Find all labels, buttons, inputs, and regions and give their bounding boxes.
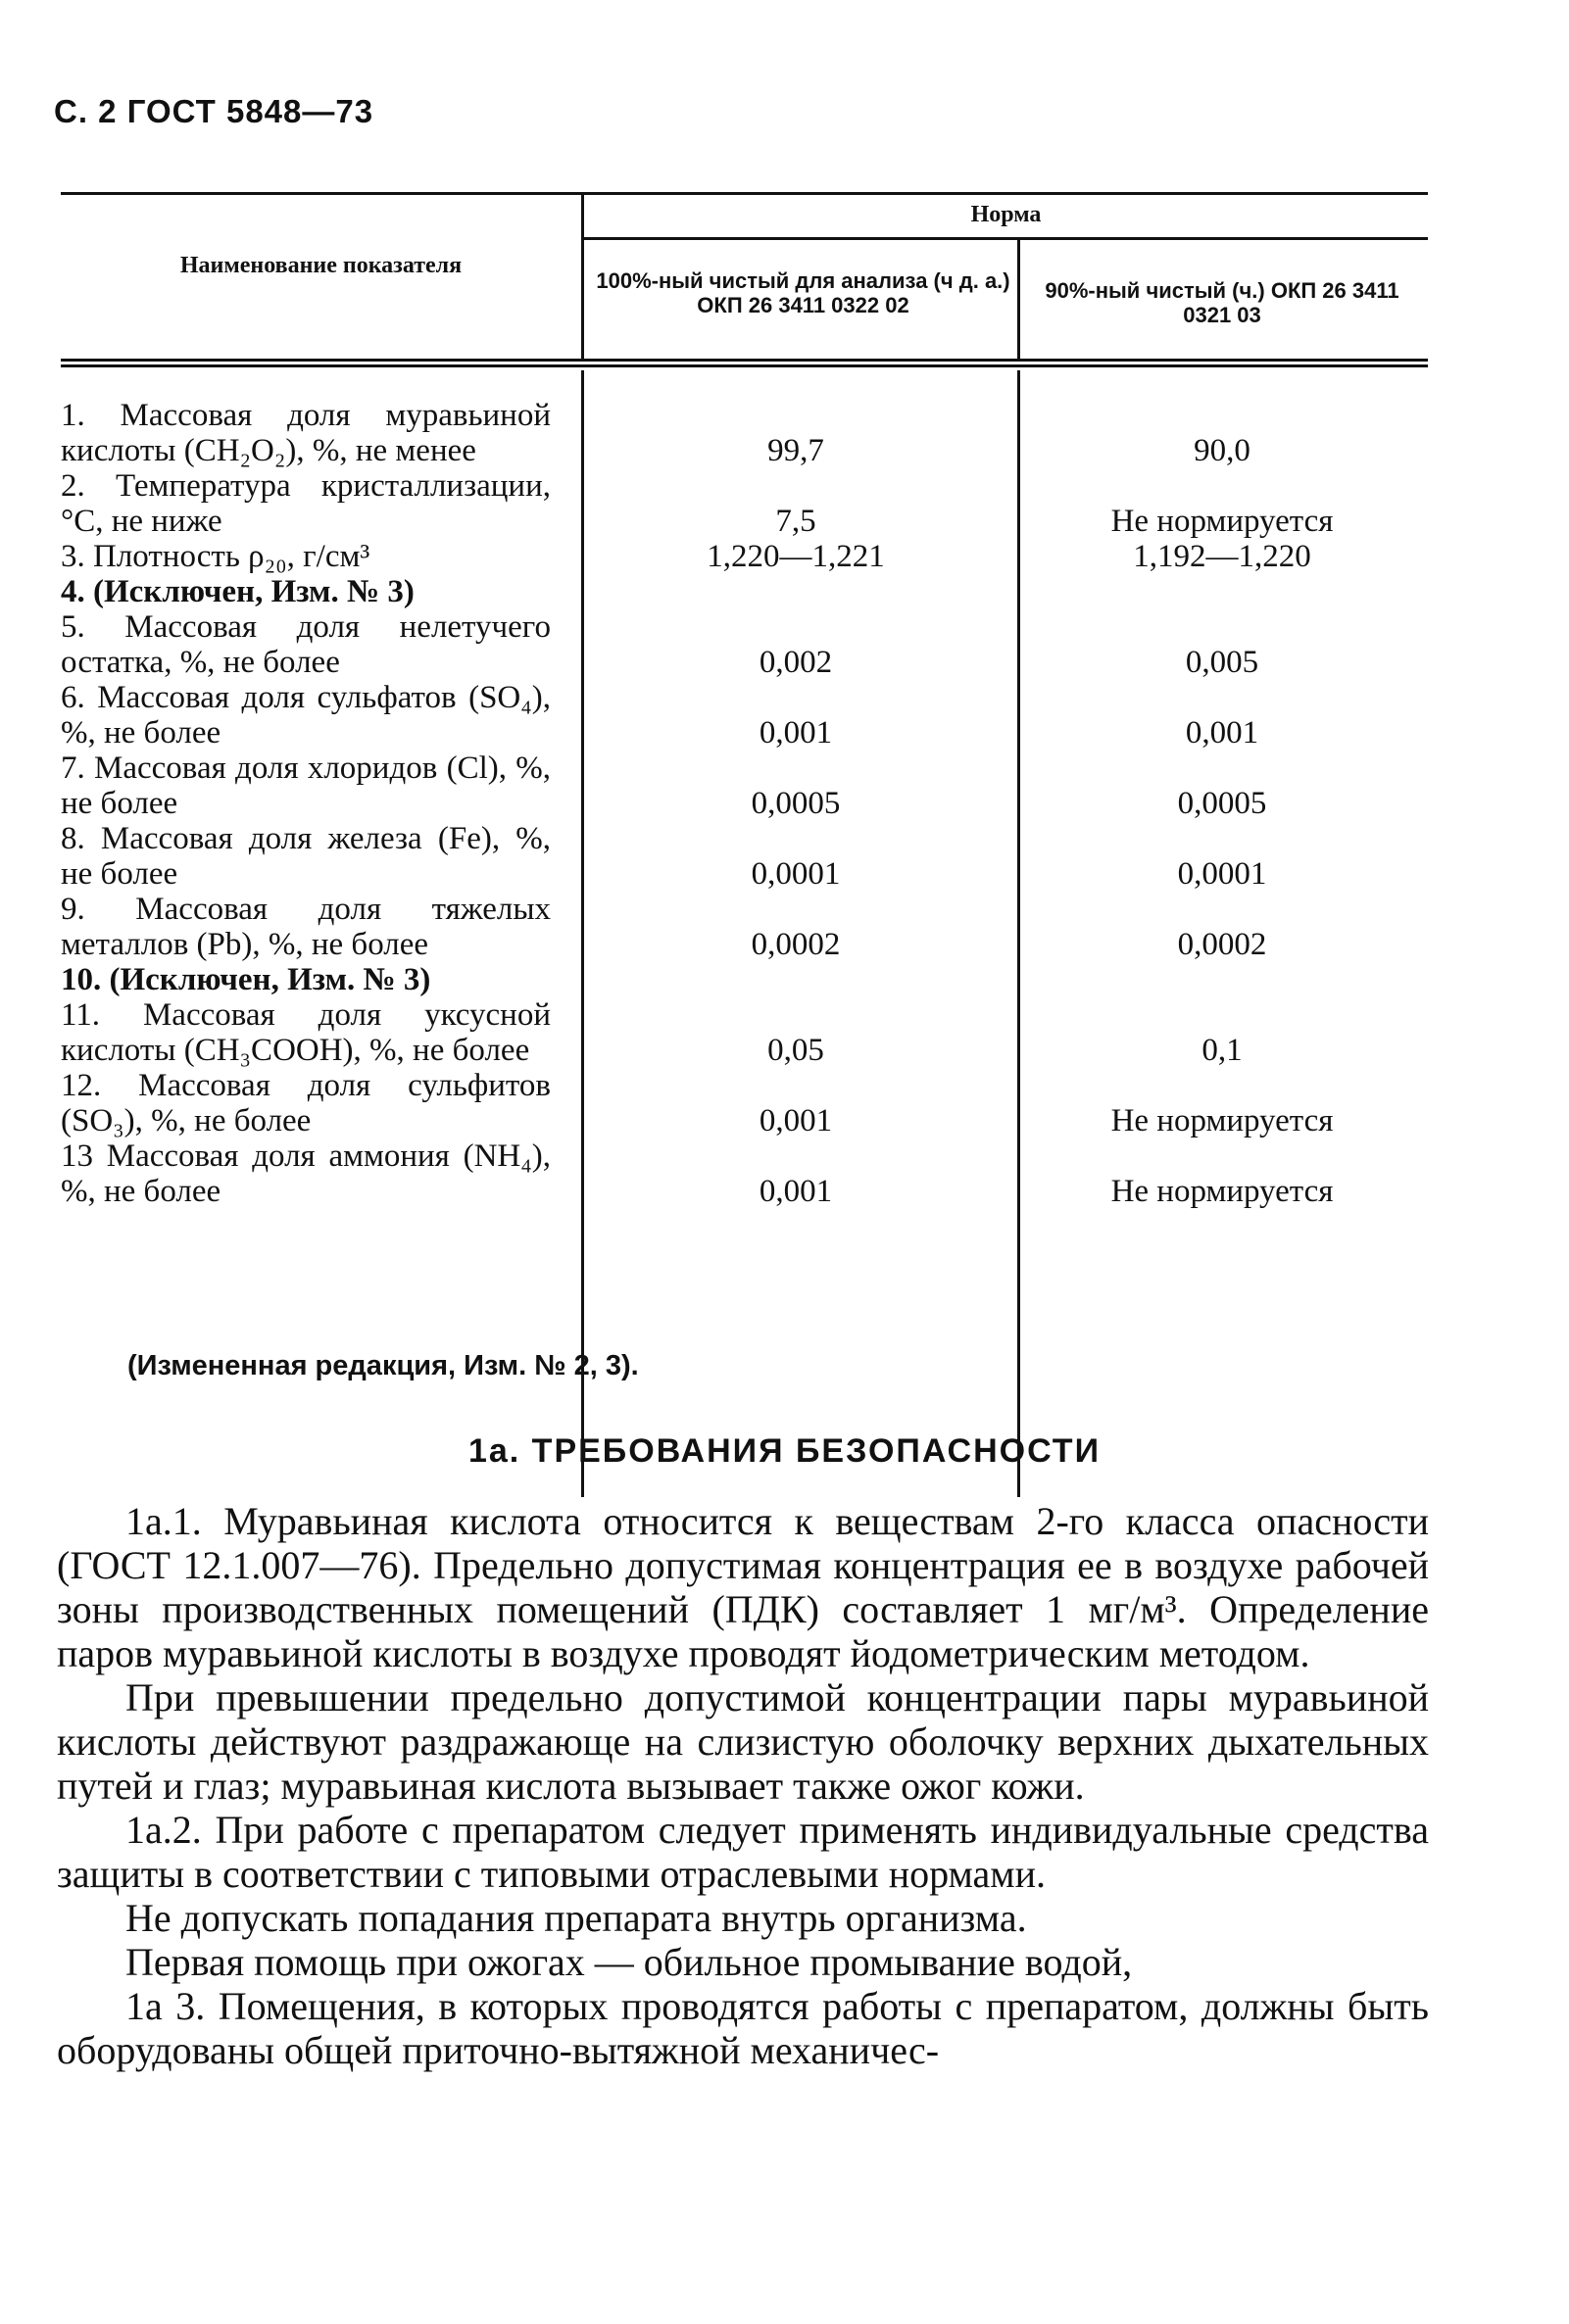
table-row — [61, 539, 1428, 574]
paragraph: Не допускать попадания препарата внутрь организма. — [125, 1896, 1027, 1940]
table-row — [61, 609, 1428, 680]
section-title: 1а. ТРЕБОВАНИЯ БЕЗОПАСНОСТИ — [467, 1432, 1102, 1470]
row-value-grade-2: 0,0005 — [1177, 786, 1267, 821]
table-row — [61, 997, 1428, 1068]
row-indicator: 9. Массовая доля тяжелых металлов (Pb), %, не более — [61, 892, 551, 962]
row-value-grade-2: 0,0001 — [1177, 856, 1267, 892]
row-value-grade-2: Не нормируется — [1110, 1103, 1334, 1138]
row-indicator: 7. Массовая доля хлоридов (Cl), %, не более — [61, 750, 551, 821]
row-value-grade-1: 0,001 — [759, 1174, 833, 1209]
norm-header-rule — [583, 237, 1428, 240]
table-row — [61, 962, 1428, 997]
row-indicator: 11. Массовая доля уксусной кислоты (CH₃COOH), %, не более — [61, 997, 551, 1068]
header-bottom-rule-2 — [61, 364, 1428, 367]
safety-text — [57, 1499, 1429, 2072]
table-row — [61, 750, 1428, 821]
header-grade-2: 90%-ный чистый (ч.) ОКП 26 3411 0321 03 — [1045, 278, 1399, 327]
paragraph: 1а.2. При работе с препаратом следует применять индивидуальные средства защиты в соответствии с типовыми отраслевыми нормами. — [57, 1808, 1429, 1896]
paragraph: 1а.1. Муравьиная кислота относится к веществам 2-го класса опасности (ГОСТ 12.1.007—76). Предельно допустимая концентрация ее в воздухе рабочей зоны производственных помещений (ПДК) составляет 1 мг/м³. Определение паров муравьиной кислоты в воздухе проводят йодометрическим методом. — [57, 1499, 1429, 1675]
row-value-grade-2: 90,0 — [1194, 433, 1250, 468]
table-top-rule — [61, 192, 1428, 195]
paragraph: 1а 3. Помещения, в которых проводятся работы с препаратом, должны быть оборудованы общей приточно-вытяжной механичес- — [57, 1984, 1429, 2072]
row-indicator: 8. Массовая доля железа (Fe), %, не более — [61, 821, 551, 892]
header-bottom-rule — [61, 359, 1428, 362]
table-row — [61, 1138, 1428, 1209]
table-row — [61, 574, 1428, 609]
row-indicator: 3. Плотность ρ₂₀, г/см³ — [61, 539, 370, 574]
row-value-grade-1: 0,0002 — [751, 927, 841, 962]
row-indicator: 10. (Исключен, Изм. № 3) — [61, 962, 431, 997]
row-value-grade-2: 0,005 — [1185, 645, 1259, 680]
row-indicator: 12. Массовая доля сульфитов (SO₃), %, не более — [61, 1068, 551, 1138]
row-value-grade-1: 7,5 — [775, 504, 816, 539]
row-value-grade-1: 99,7 — [767, 433, 824, 468]
row-value-grade-2: 0,0002 — [1177, 927, 1267, 962]
row-value-grade-1: 1,220—1,221 — [707, 539, 885, 574]
paragraph: Первая помощь при ожогах — обильное промывание водой, — [125, 1940, 1133, 1984]
amendment-note: (Измененная редакция, Изм. № 2, 3). — [127, 1350, 639, 1381]
row-value-grade-1: 0,0005 — [751, 786, 841, 821]
paragraph: При превышении предельно допустимой концентрации пары муравьиной кислоты действуют раздражающе на слизистую оболочку верхних дыхательных путей и глаз; муравьиная кислота вызывает также ожог кожи. — [57, 1675, 1429, 1808]
row-indicator: 4. (Исключен, Изм. № 3) — [61, 574, 415, 609]
row-value-grade-1: 0,001 — [759, 715, 833, 750]
table-row — [61, 821, 1428, 892]
column-divider-2-header — [1017, 237, 1020, 359]
table-row — [61, 892, 1428, 962]
row-value-grade-2: Не нормируется — [1110, 504, 1334, 539]
row-indicator: 1. Массовая доля муравьиной кислоты (CH₂O₂), %, не менее — [61, 398, 551, 468]
row-indicator: 13 Массовая доля аммония (NH₄), %, не более — [61, 1138, 551, 1209]
row-value-grade-1: 0,0001 — [751, 856, 841, 892]
table-row — [61, 680, 1428, 750]
row-indicator: 6. Массовая доля сульфатов (SO₄), %, не более — [61, 680, 551, 750]
row-value-grade-1: 0,001 — [759, 1103, 833, 1138]
row-value-grade-2: 0,001 — [1185, 715, 1259, 750]
row-value-grade-1: 0,05 — [767, 1033, 824, 1068]
table-body — [61, 398, 1428, 1209]
row-indicator: 5. Массовая доля нелетучего остатка, %, не более — [61, 609, 551, 680]
row-value-grade-2: 1,192—1,220 — [1133, 539, 1311, 574]
table-row — [61, 1068, 1428, 1138]
table-row — [61, 398, 1428, 468]
header-indicator: Наименование показателя — [179, 253, 463, 278]
row-value-grade-2: 0,1 — [1201, 1033, 1243, 1068]
header-norm: Норма — [970, 202, 1042, 227]
page-header: С. 2 ГОСТ 5848—73 — [54, 93, 374, 129]
table-row — [61, 468, 1428, 539]
header-grade-1: 100%-ный чистый для анализа (ч д. а.) ОКП 26 3411 0322 02 — [596, 268, 1010, 317]
row-value-grade-2: Не нормируется — [1110, 1174, 1334, 1209]
row-value-grade-1: 0,002 — [759, 645, 833, 680]
row-indicator: 2. Температура кристаллизации, °С, не ниже — [61, 468, 551, 539]
